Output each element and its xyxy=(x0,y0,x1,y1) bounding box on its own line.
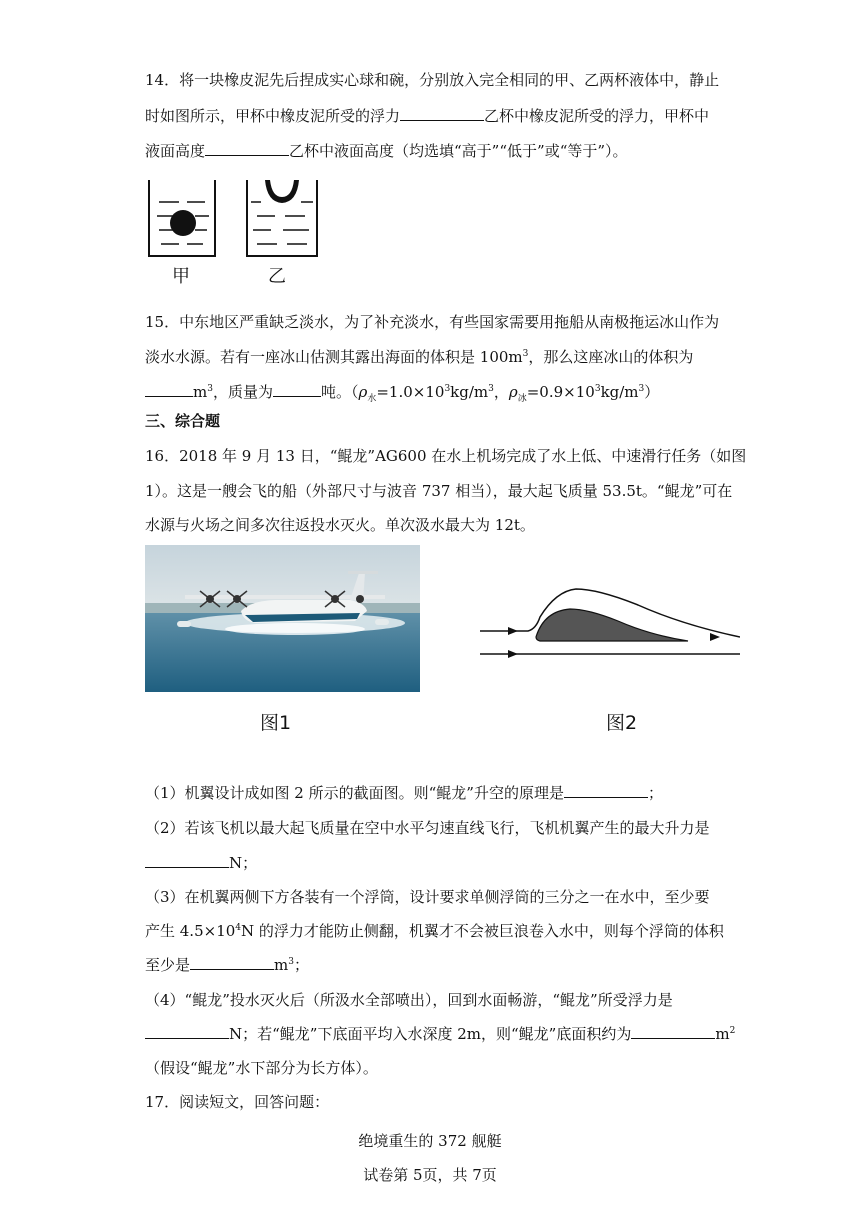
figure-1-caption: 图1 xyxy=(260,712,292,734)
article-title: 绝境重生的 372 舰艇 xyxy=(358,1132,502,1150)
q16-part-3-line-2: 产生 $4.5\times 10^4N$ 的浮力才能防止侧翻，机翼才不会被巨浪卷入水中，则每个浮筒的体积 xyxy=(145,922,724,940)
wing-shape xyxy=(536,609,688,641)
answer-blank[interactable] xyxy=(190,955,274,970)
q16-line-3: 水源与火场之间多次往返投水灭火。单次汲水最大为 12t。 xyxy=(145,516,535,534)
answer-blank[interactable] xyxy=(631,1024,715,1039)
q15-line-3: $m^3$，质量为 吨。（$\rho_水=1.0\times 10^3kg/m^3$，$\rho_冰=0.9\times 10^3kg/m^3$） xyxy=(145,382,659,402)
q16-line-2: 1）。这是一艘会飞的船（外部尺寸与波音 737 相当），最大起飞质量 53.5t。“鲲龙”可在 xyxy=(145,482,733,500)
q15-line-2: 淡水水源。若有一座冰山估测其露出海面的体积是 $100m^3$，那么这座冰山的体积为 xyxy=(145,348,694,366)
answer-blank[interactable] xyxy=(564,783,648,798)
q14-line-1: 14．将一块橡皮泥先后捏成实心球和碗，分别放入完全相同的甲、乙两杯液体中，静止 xyxy=(145,71,720,89)
q15-line-1: 15．中东地区严重缺乏淡水，为了补充淡水，有些国家需要用拖船从南极拖运冰山作为 xyxy=(145,313,720,331)
page-footer: 试卷第 5页，共 7页 xyxy=(363,1166,497,1184)
figure-2-caption: 图2 xyxy=(606,712,638,734)
answer-blank[interactable] xyxy=(205,141,289,156)
q16-part-4-line-2: N；若“鲲龙”下底面平均入水深度 2m，则“鲲龙”底面积约为 $m^2$ xyxy=(145,1024,735,1044)
section-title: 三、综合题 xyxy=(145,412,221,430)
answer-blank[interactable] xyxy=(145,853,229,868)
clay-ball xyxy=(170,210,196,236)
q16-part-2-line-2: N； xyxy=(145,853,257,873)
q16-part-4-line-3: （假设“鲲龙”水下部分为长方体）。 xyxy=(145,1059,378,1077)
answer-blank[interactable] xyxy=(145,1024,229,1039)
cup-label-jia: 甲 xyxy=(172,266,190,287)
q16-part-2-line-1: （2）若该飞机以最大起飞质量在空中水平匀速直线飞行，飞机机翼产生的最大升力是 xyxy=(145,819,710,837)
q16-line-1: 16．2018 年 9 月 13 日，“鲲龙”AG600 在水上机场完成了水上低、中速滑行任务（如图 xyxy=(145,447,747,465)
clay-bowl xyxy=(265,180,299,203)
q16-part-1: （1）机翼设计成如图 2 所示的截面图。则“鲲龙”升空的原理是 ； xyxy=(145,784,663,802)
q17-line-1: 17．阅读短文，回答问题： xyxy=(145,1093,330,1111)
q16-part-3-line-3: 至少是 $m^3$； xyxy=(145,956,309,974)
q16-part-4-line-1: （4）“鲲龙”投水灭火后（所汲水全部喷出），回到水面畅游，“鲲龙”所受浮力是 xyxy=(145,991,673,1009)
wing-cross-section xyxy=(478,585,740,665)
answer-blank[interactable] xyxy=(145,382,193,397)
answer-blank[interactable] xyxy=(273,382,321,397)
q14-line-2: 时如图所示，甲杯中橡皮泥所受的浮力 乙杯中橡皮泥所受的浮力，甲杯中 xyxy=(145,107,710,125)
cup-label-yi: 乙 xyxy=(268,266,286,287)
answer-blank[interactable] xyxy=(400,106,484,121)
q14-line-3: 液面高度 乙杯中液面高度（均选填“高于”“低于”或“等于”）。 xyxy=(145,142,628,160)
q16-part-3-line-1: （3）在机翼两侧下方各装有一个浮筒，设计要求单侧浮筒的三分之一在水中，至少要 xyxy=(145,888,710,906)
seaplane-photo xyxy=(145,545,420,692)
